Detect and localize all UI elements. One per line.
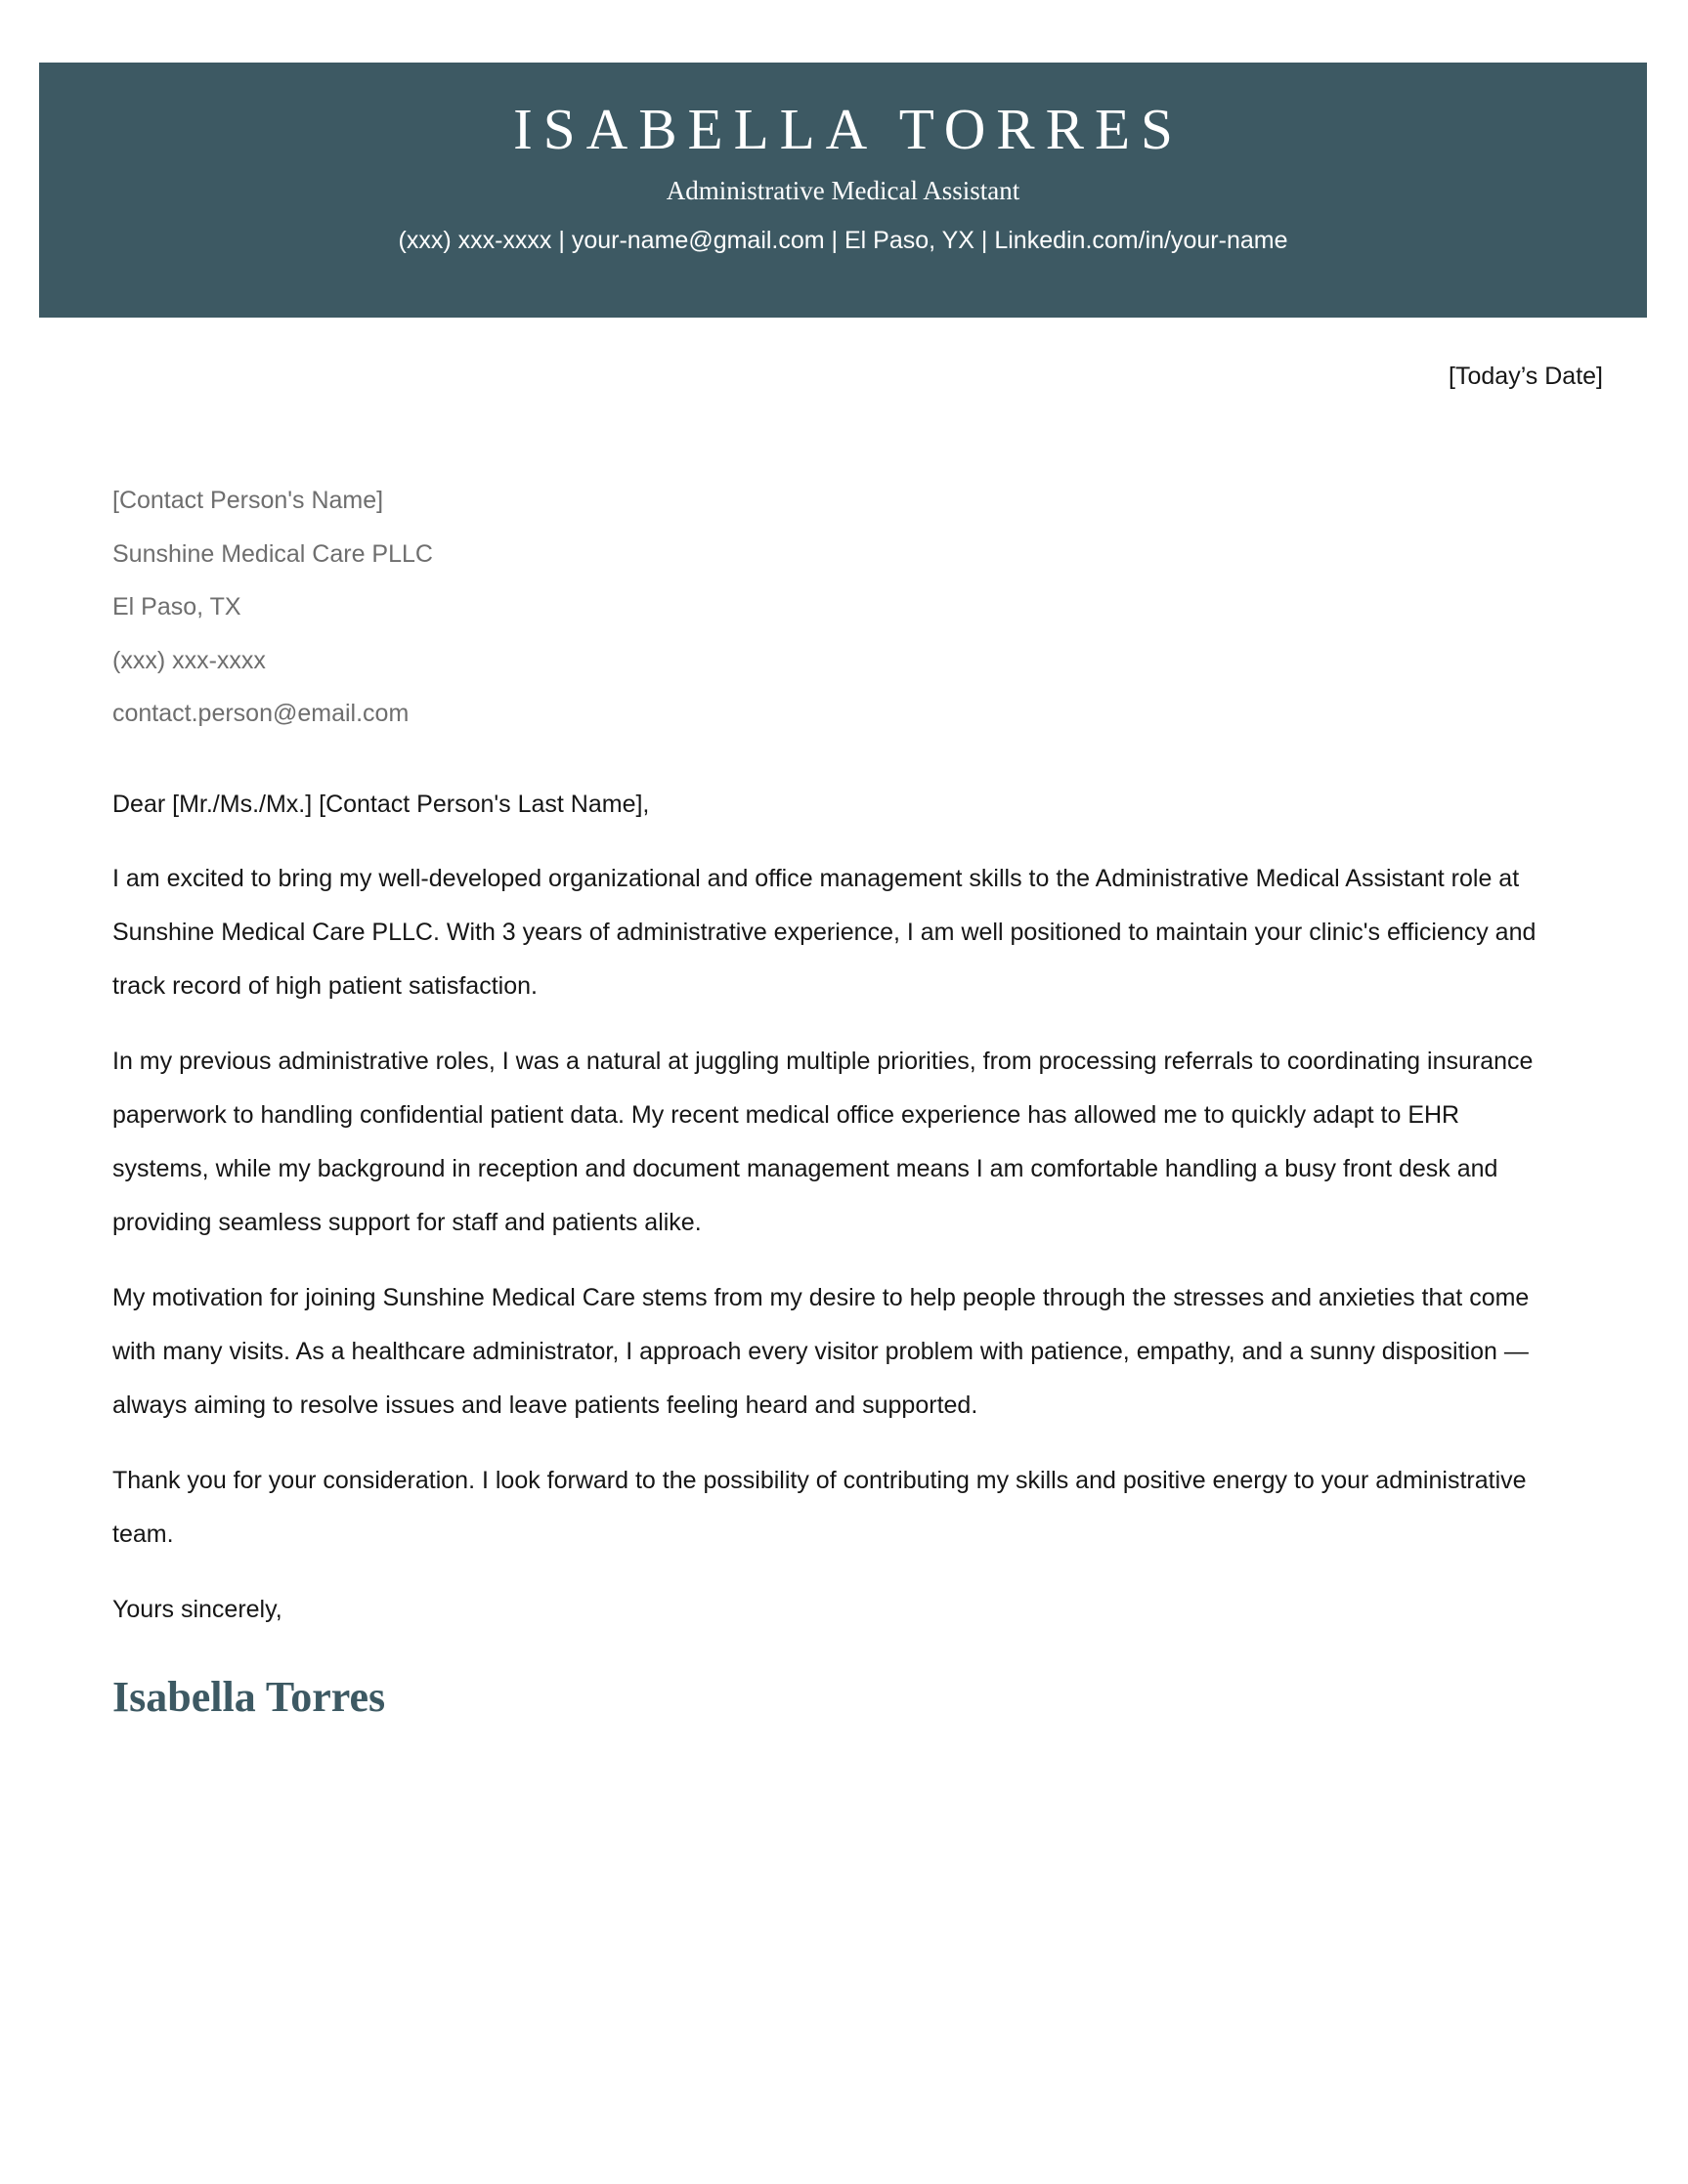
recipient-city-state: El Paso, TX [112, 593, 241, 621]
recipient-company: Sunshine Medical Care PLLC [112, 539, 433, 568]
recipient-contact-name: [Contact Person's Name] [112, 487, 384, 514]
closing-line: Yours sincerely, [112, 1595, 282, 1623]
body-paragraph-1: I am excited to bring my well-developed organizational and office management skills to the Administrative Medical Assistant role at Sunshine Medical Care PLLC. With 3 years of administrative experience, I am well positioned to maintain your clinic's efficiency and track record of high patient satisfaction. [112, 864, 1537, 1000]
signature-name: Isabella Torres [112, 1672, 386, 1721]
body-paragraph-4: Thank you for your consideration. I look forward to the possibility of contributing my skills and positive energy to your administrative team. [112, 1466, 1527, 1548]
contact-line: (xxx) xxx-xxxx | your-name@gmail.com | El Paso, YX | Linkedin.com/in/your-name [398, 226, 1288, 254]
body-paragraph-3: My motivation for joining Sunshine Medical Care stems from my desire to help people through the stresses and anxieties that come with many visits. As a healthcare administrator, I approach every visitor problem with patience, empathy, and a sunny disposition — always aiming to resolve issues and leave patients feeling heard and supported. [112, 1283, 1530, 1419]
page-title: ISABELLA TORRES [513, 97, 1184, 161]
recipient-phone: (xxx) xxx-xxxx [112, 646, 266, 674]
recipient-email: contact.person@email.com [112, 700, 410, 727]
salutation: Dear [Mr./Ms./Mx.] [Contact Person's Last Name], [112, 790, 650, 818]
letter-date: [Today’s Date] [1449, 363, 1603, 390]
body-paragraph-2: In my previous administrative roles, I was a natural at juggling multiple priorities, from processing referrals to coordinating insurance paperwork to handling confidential patient data. My recent medical office experience has allowed me to quickly adapt to EHR systems, while my background in reception and document management means I am comfortable handling a busy front desk and providing seamless support for staff and patients alike. [112, 1047, 1534, 1236]
letterhead-header [39, 63, 1647, 318]
letter-body [112, 474, 1559, 1721]
recipient-block [112, 474, 1559, 741]
job-title: Administrative Medical Assistant [666, 175, 1020, 205]
